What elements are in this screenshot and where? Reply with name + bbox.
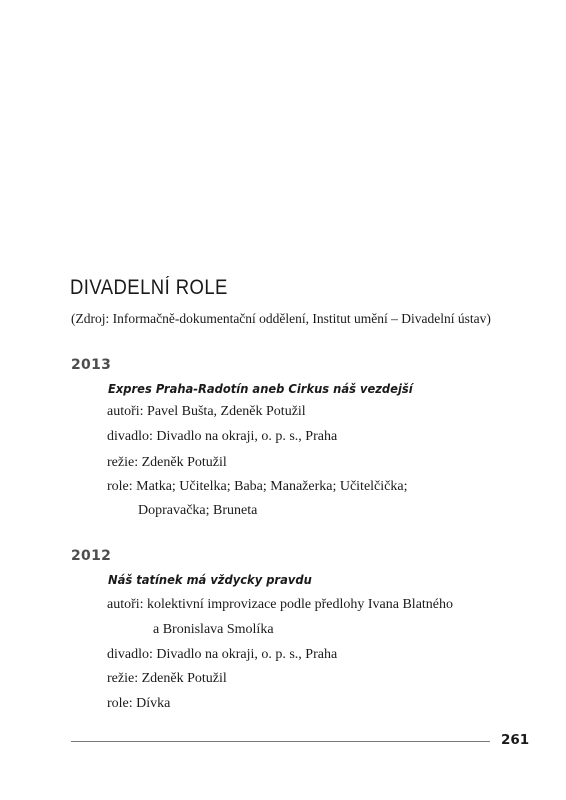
entry-roles: role: Matka; Učitelka; Baba; Manažerka; Učitelčička; xyxy=(107,479,408,494)
entry-theatre: divadlo: Divadlo na okraji, o. p. s., Praha xyxy=(107,647,338,662)
entry-authors: autoři: Pavel Bušta, Zdeněk Potužil xyxy=(107,404,306,419)
entry-roles: role: Dívka xyxy=(107,696,171,711)
footer-rule xyxy=(71,741,490,742)
entry-director: režie: Zdeněk Potužil xyxy=(107,671,227,686)
entry-authors-continued: a Bronislava Smolíka xyxy=(153,622,274,637)
entry-authors: autoři: kolektivní improvizace podle předlohy Ivana Blatného xyxy=(107,597,454,612)
entry-year: 2013 xyxy=(71,357,112,373)
source-note: (Zdroj: Informačně-dokumentační oddělení, Institut umění – Divadelní ústav) xyxy=(71,311,491,326)
entry-year: 2012 xyxy=(71,548,112,564)
entry-director: režie: Zdeněk Potužil xyxy=(107,455,227,470)
entry-theatre: divadlo: Divadlo na okraji, o. p. s., Praha xyxy=(107,429,338,444)
entry-title: Expres Praha-Radotín aneb Cirkus náš vezdejší xyxy=(108,381,413,396)
page-number: 261 xyxy=(501,732,530,748)
entry-title: Náš tatínek má vždycky pravdu xyxy=(108,572,312,587)
entry-roles-continued: Dopravačka; Bruneta xyxy=(138,503,258,518)
section-heading: DIVADELNÍ ROLE xyxy=(70,276,228,299)
